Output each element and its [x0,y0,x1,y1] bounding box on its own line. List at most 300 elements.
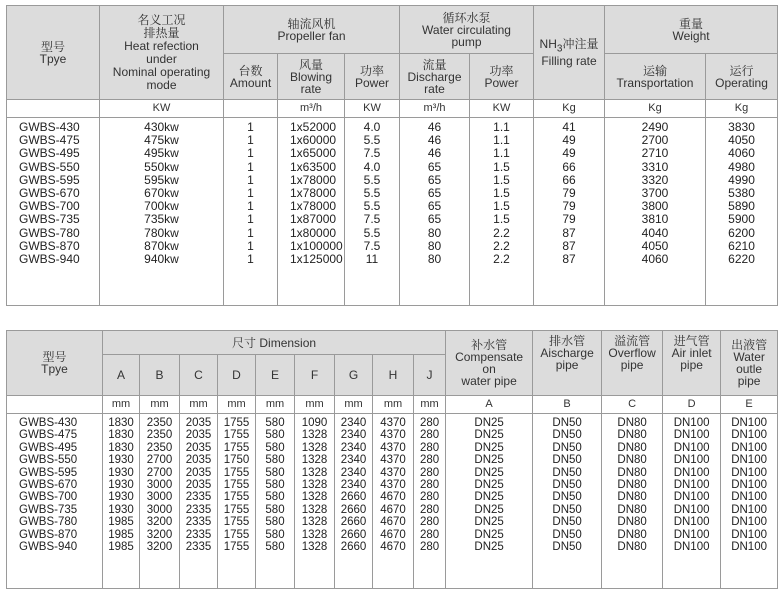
table-cell: 4990 [728,172,755,187]
table-cell: 3310 [641,159,669,174]
table-cell: 4370 [380,417,406,429]
table-cell: 66 [562,172,576,187]
table-cell: 2035 [185,466,212,479]
table-cell: 5.5 [363,199,381,214]
table-cell: 580 [265,429,285,442]
table-cell: 1 [247,186,254,201]
table-cell: 1755 [223,491,250,504]
table-cell: DN80 [617,417,647,429]
table-cell: 1.5 [493,172,510,187]
table-cell: DN100 [673,417,710,429]
table-cell: 2335 [185,541,212,554]
table-cell: 280 [419,441,440,454]
table-cell: DN100 [673,429,710,442]
table-cell: 1328 [301,429,328,442]
table-cell: 3000 [146,479,173,492]
table-cell: DN50 [552,516,582,529]
table-cell: 1328 [301,528,328,541]
table-cell: 940kw [144,252,179,267]
table-cell: GWBS-670 [19,479,78,492]
table-cell: 1x87000 [290,212,337,227]
table-cell: 1 [247,159,254,174]
table-cell: 3810 [641,212,669,227]
table-cell: 4370 [380,441,406,454]
table-cell: 46 [427,120,442,134]
dim-g-column [335,414,373,589]
table-cell: DN25 [474,454,504,467]
table-cell: GWBS-495 [19,441,78,454]
table-cell: 1.1 [493,146,510,161]
table-cell: 2035 [185,454,212,467]
weight-header: 重量 Weight [605,6,778,54]
table-cell: 2350 [146,417,173,429]
unit-cell: D [663,396,721,414]
table-cell: 1930 [108,479,134,492]
dim-e-column [256,414,295,589]
fan-blowing-column [278,118,345,306]
table-cell: 580 [265,454,285,467]
table-cell: 79 [562,212,576,227]
table-cell: 2340 [340,429,367,442]
table-cell: 1 [247,172,254,187]
table-cell: 2660 [340,528,367,541]
table-cell: GWBS-475 [19,133,80,148]
unit-cell: mm [218,396,256,414]
dim-d-column [218,414,256,589]
heat-column [100,118,224,306]
table-cell: 2660 [340,503,367,516]
fan-amount-column [224,118,278,306]
table-cell: 430kw [144,120,179,134]
table-cell: 2660 [340,491,367,504]
dimensions-table [6,330,778,589]
table-cell: 2340 [340,417,367,429]
table-cell: 2350 [146,441,173,454]
table-cell: GWBS-430 [19,417,78,429]
unit-cell: KW [345,100,400,118]
unit-cell [224,100,278,118]
table-cell: 4670 [380,528,406,541]
table-cell: 495kw [144,146,179,161]
table-cell: 3200 [146,528,173,541]
table-cell: 780kw [144,225,179,240]
table-cell: 5.5 [363,133,381,148]
table-cell: 3830 [728,120,755,134]
table-cell: 1x65000 [290,146,337,161]
fan-power-header: 功率 Power [345,54,400,100]
table-cell: 1328 [301,479,328,492]
dim-j-column [414,414,446,589]
table-cell: DN50 [552,417,582,429]
table-cell: 1.5 [493,186,510,201]
table-cell: 1x80000 [290,225,337,240]
dim-f-column [295,414,335,589]
dim-letter-header: F [295,355,335,396]
compensate-column [446,414,533,589]
table-cell: 2700 [146,466,173,479]
weight-operating-column [706,118,778,306]
table-cell: 4670 [380,491,406,504]
table-cell: 1 [247,120,254,134]
weight-transport-column [605,118,706,306]
table-cell: 1755 [223,516,250,529]
table-cell: GWBS-940 [19,252,80,267]
table-cell: 280 [419,491,440,504]
table-cell: 4670 [380,503,406,516]
table-cell: 2335 [185,503,212,516]
table-cell: 4370 [380,466,406,479]
table-cell: GWBS-780 [19,516,78,529]
table-cell: 87 [562,238,576,253]
table-cell: DN80 [617,454,647,467]
table-cell: DN25 [474,429,504,442]
table-cell: 11 [365,252,379,267]
table-cell: 4.0 [363,159,381,174]
table-cell: GWBS-735 [19,212,80,227]
unit-cell [7,100,100,118]
table-cell: 280 [419,454,440,467]
dim-b-column [140,414,180,589]
pump-power-column [470,118,534,306]
table-cell: 5.5 [363,225,381,240]
dim-c-column [180,414,218,589]
table-cell: 3200 [146,541,173,554]
table-cell: 1755 [223,479,250,492]
table-cell: 2.2 [493,238,510,253]
discharge-header: 排水管 Aischarge pipe [533,331,602,396]
table-cell: 580 [265,516,285,529]
table-cell: 65 [427,172,442,187]
table-cell: 2035 [185,479,212,492]
dim-letter-header: G [335,355,373,396]
table-cell: DN80 [617,479,647,492]
table-cell: 2035 [185,429,212,442]
pump-header: 循环水泵 Water circulating pump [400,6,534,54]
table-cell: 87 [562,252,576,267]
table-cell: GWBS-430 [19,120,80,134]
table-cell: DN50 [552,541,582,554]
nh3-column [534,118,605,306]
dim-letter-header: A [103,355,140,396]
table-cell: 1328 [301,541,328,554]
table-cell: 3000 [146,491,173,504]
table-cell: GWBS-550 [19,454,78,467]
table-cell: GWBS-700 [19,199,80,214]
overflow-header: 溢流管 Overflow pipe [602,331,663,396]
table-cell: 4050 [641,238,669,253]
table-cell: 580 [265,503,285,516]
table-cell: 1755 [223,541,250,554]
table-cell: DN80 [617,441,647,454]
unit-cell: KW [100,100,224,118]
table-cell: 550kw [144,159,179,174]
table-cell: DN100 [673,516,710,529]
unit-cell: E [721,396,778,414]
unit-cell: mm [295,396,335,414]
table-cell: DN25 [474,541,504,554]
airinlet-column [663,414,721,589]
water-outle-header: 出液管 Water outle pipe [721,331,778,396]
table-cell: DN80 [617,429,647,442]
table-cell: 1830 [108,417,134,429]
table-cell: 580 [265,491,285,504]
table-cell: 7.5 [363,146,381,161]
table-cell: 2.2 [493,225,510,240]
table-cell: 580 [265,466,285,479]
table-cell: 1755 [223,417,250,429]
table-cell: DN100 [731,466,767,479]
overflow-column [602,414,663,589]
table-cell: DN25 [474,528,504,541]
table-cell: DN50 [552,441,582,454]
table-cell: 4670 [380,516,406,529]
table-cell: DN50 [552,528,582,541]
table-cell: DN25 [474,516,504,529]
table-cell: 580 [265,528,285,541]
table-cell: 280 [419,429,440,442]
fan-header: 轴流风机 Propeller fan [224,6,400,54]
table-cell: 1755 [223,466,250,479]
table-cell: 1.5 [493,159,510,174]
table-cell: 6210 [728,238,755,253]
table-cell: 1328 [301,441,328,454]
table-cell: 5380 [728,186,755,201]
table-cell: 1328 [301,466,328,479]
unit-cell: A [446,396,533,414]
table-cell: 80 [427,252,442,267]
table-cell: 2335 [185,491,212,504]
table-cell: 2335 [185,516,212,529]
dim-letter-header: C [180,355,218,396]
table-cell: 3000 [146,503,173,516]
table-cell: DN100 [731,479,767,492]
unit-cell [7,396,103,414]
table-cell: 1985 [108,528,134,541]
table-cell: 1 [247,146,254,161]
table-cell: DN100 [731,503,767,516]
table-cell: 2660 [340,541,367,554]
table-cell: 7.5 [363,212,381,227]
unit-cell: C [602,396,663,414]
table-cell: DN100 [673,503,710,516]
water-outle-column [721,414,778,589]
table-cell: DN100 [731,454,767,467]
table-cell: 870kw [144,238,179,253]
table-cell: 700kw [144,199,179,214]
table-cell: DN80 [617,503,647,516]
table-cell: 2660 [340,516,367,529]
pump-discharge-header: 流量 Discharge rate [400,54,470,100]
table-cell: DN80 [617,466,647,479]
table-cell: 5900 [728,212,755,227]
table-cell: 4370 [380,429,406,442]
model-column [7,414,103,589]
table-cell: GWBS-780 [19,225,80,240]
table-cell: 4370 [380,454,406,467]
table-cell: 1985 [108,541,134,554]
table-cell: 1x100000 [290,238,343,253]
table-cell: 2700 [641,133,669,148]
table-cell: 1x125000 [290,252,343,267]
table-cell: 595kw [144,172,179,187]
discharge-column [533,414,602,589]
table-cell: 3700 [641,186,669,201]
table-cell: DN80 [617,516,647,529]
table-cell: DN50 [552,466,582,479]
unit-cell: mm [140,396,180,414]
table-cell: 1930 [108,491,134,504]
table-cell: DN100 [673,528,710,541]
table-cell: GWBS-735 [19,503,78,516]
table-cell: 2340 [340,479,367,492]
table-cell: 2490 [641,120,669,134]
unit-cell: mm [414,396,446,414]
table-cell: 280 [419,503,440,516]
table-cell: 2335 [185,528,212,541]
table-cell: 1 [247,225,254,240]
dim-h-column [373,414,414,589]
dim-letter-header: E [256,355,295,396]
table-cell: DN80 [617,491,647,504]
model-header: 型号 Tpye [7,6,100,100]
table-cell: 280 [419,528,440,541]
table-cell: 2035 [185,441,212,454]
table-cell: GWBS-870 [19,528,78,541]
specs-table [6,5,778,306]
table-cell: 1930 [108,466,134,479]
unit-cell: m³/h [278,100,345,118]
table-cell: 1930 [108,454,134,467]
table-cell: 1328 [301,491,328,504]
table-cell: 1328 [301,454,328,467]
table-cell: 1755 [223,503,250,516]
table-cell: 4.0 [363,120,381,134]
table-cell: 1930 [108,503,134,516]
table-cell: 1x78000 [290,199,337,214]
table-cell: 2350 [146,429,173,442]
model-header: 型号 Tpye [7,331,103,396]
table-cell: 1x52000 [290,120,337,134]
table-cell: DN100 [673,491,710,504]
table-cell: 80 [427,238,442,253]
table-cell: 1 [247,252,254,267]
table-cell: GWBS-550 [19,159,80,174]
table-cell: 65 [427,159,442,174]
table-cell: 2700 [146,454,173,467]
table-cell: 1 [247,133,254,148]
table-cell: 46 [427,146,442,161]
table-cell: 2.2 [493,252,510,267]
table-cell: DN100 [731,528,767,541]
table-cell: 3320 [641,172,669,187]
table-cell: 80 [427,225,442,240]
heat-header: 名义工况 排热量 Heat refection under Nominal operating mode [100,6,224,100]
dimension-header: 尺寸 Dimension [103,331,446,355]
table-cell: DN50 [552,491,582,504]
table-cell: 4050 [728,133,755,148]
table-cell: 4060 [641,252,669,267]
table-cell: 65 [427,186,442,201]
table-cell: 2340 [340,454,367,467]
weight-transport-header: 运输 Transportation [605,54,706,100]
table-cell: 1.1 [493,120,510,134]
unit-cell: mm [180,396,218,414]
table-cell: 1328 [301,503,328,516]
table-cell: DN80 [617,541,647,554]
table-cell: 2340 [340,466,367,479]
table-cell: DN100 [731,441,767,454]
unit-cell: KW [470,100,534,118]
table-cell: 1755 [223,441,250,454]
table-cell: 475kw [144,133,179,148]
table-cell: 5890 [728,199,755,214]
table-cell: 7.5 [363,238,381,253]
table-cell: 1755 [223,429,250,442]
table-cell: 1755 [223,528,250,541]
table-cell: 6200 [728,225,755,240]
table-cell: DN25 [474,417,504,429]
table-cell: 2035 [185,417,212,429]
table-cell: 280 [419,541,440,554]
unit-cell: B [533,396,602,414]
table-cell: DN50 [552,454,582,467]
table-cell: 1x63500 [290,159,337,174]
compensate-header: 补水管 Compensate on water pipe [446,331,533,396]
table-cell: DN25 [474,503,504,516]
dim-letter-header: B [140,355,180,396]
table-cell: GWBS-595 [19,172,80,187]
table-cell: DN100 [673,466,710,479]
weight-operating-header: 运行 Operating [706,54,778,100]
table-cell: 79 [562,186,576,201]
table-cell: DN100 [731,516,767,529]
fan-amount-header: 台数 Amount [224,54,278,100]
table-cell: DN100 [673,479,710,492]
table-cell: 2710 [641,146,669,161]
model-column [7,118,100,306]
fan-blowing-header: 风量 Blowing rate [278,54,345,100]
table-cell: 49 [562,146,576,161]
table-cell: 1x60000 [290,133,337,148]
table-cell: 41 [562,120,576,134]
table-cell: DN100 [731,417,767,429]
table-cell: 2340 [340,441,367,454]
table-cell: 4670 [380,541,406,554]
table-cell: DN50 [552,503,582,516]
table-cell: GWBS-595 [19,466,78,479]
table-cell: 1985 [108,516,134,529]
table-cell: 4040 [641,225,669,240]
table-cell: DN100 [673,541,710,554]
table-cell: GWBS-670 [19,186,80,201]
table-cell: 1830 [108,441,134,454]
table-cell: DN100 [731,491,767,504]
table-cell: DN25 [474,466,504,479]
table-cell: 1090 [301,417,328,429]
table-cell: 670kw [144,186,179,201]
table-cell: 280 [419,479,440,492]
table-cell: 3200 [146,516,173,529]
table-cell: GWBS-870 [19,238,80,253]
table-cell: 1328 [301,516,328,529]
table-cell: 49 [562,133,576,148]
table-cell: DN100 [731,429,767,442]
table-cell: 1 [247,212,254,227]
table-cell: 735kw [144,212,179,227]
table-cell: DN80 [617,528,647,541]
unit-cell: mm [335,396,373,414]
table-cell: 79 [562,199,576,214]
